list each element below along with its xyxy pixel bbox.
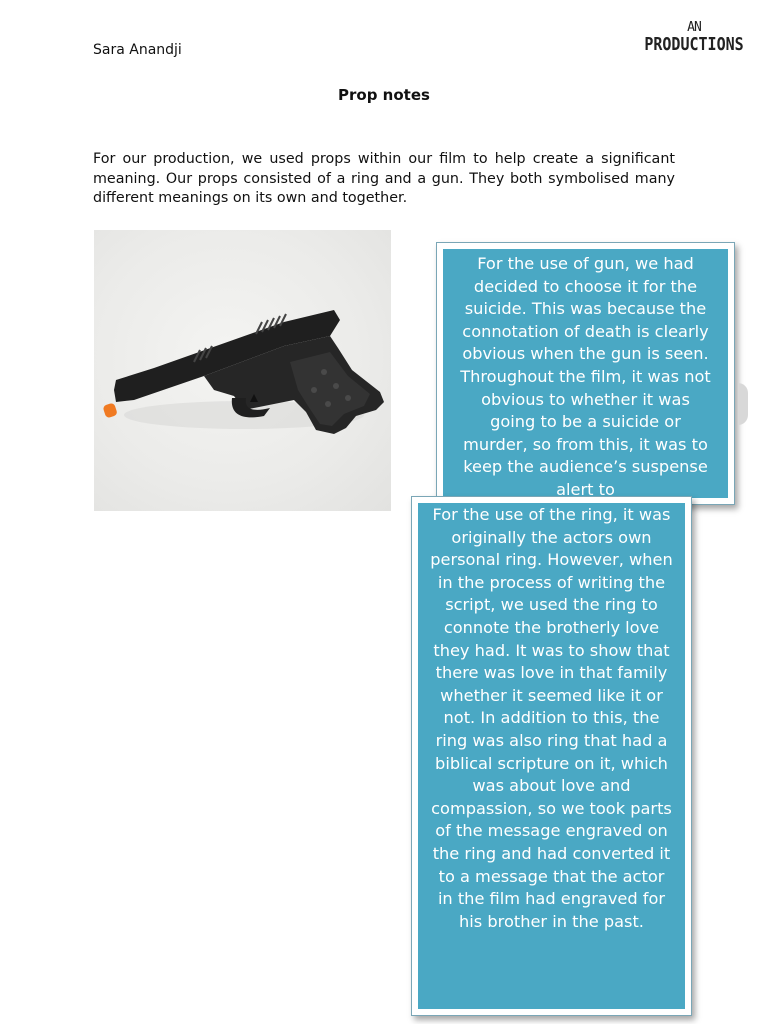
productions-logo bbox=[636, 22, 752, 60]
ring-notes-box bbox=[418, 503, 685, 1009]
gun-notes-box bbox=[443, 249, 728, 498]
gun-notes-text: For the use of gun, we had decided to choose it for the suicide. This was because the connotation of death is clearly obvious when the gun is seen. Throughout the film, it was not obvious to whether it was going to be a suicide or murder, so from this, it was to keep the audience’s suspense alert to bbox=[460, 254, 711, 498]
author-name: Sara Anandji bbox=[93, 42, 182, 58]
intro-paragraph: For our production, we used props within our film to help create a significant meaning. Our props consisted of a ring and a gun. They both symbolised many different meanings on its own and together. bbox=[93, 151, 675, 206]
edge-ornament bbox=[738, 383, 748, 425]
gun-icon bbox=[94, 230, 391, 511]
logo-initials: AN bbox=[687, 20, 701, 35]
ring-notes-text: For the use of the ring, it was originally the actors own personal ring. However, when in the process of writing the script, we used the ring to connote the brotherly love they had. It was to show that there was love in that family whether it seemed like it or not. In addition to this, the ring was also ring that had a biblical scripture on it, which was about love and compassion, so we took parts of the message engraved on the ring and had converted it to a message that the actor in the film had engraved for his brother in the past. bbox=[430, 505, 673, 931]
gun-photo bbox=[94, 230, 391, 511]
logo-word: PRODUCTIONS bbox=[644, 33, 744, 55]
page-title: Prop notes bbox=[338, 86, 430, 104]
